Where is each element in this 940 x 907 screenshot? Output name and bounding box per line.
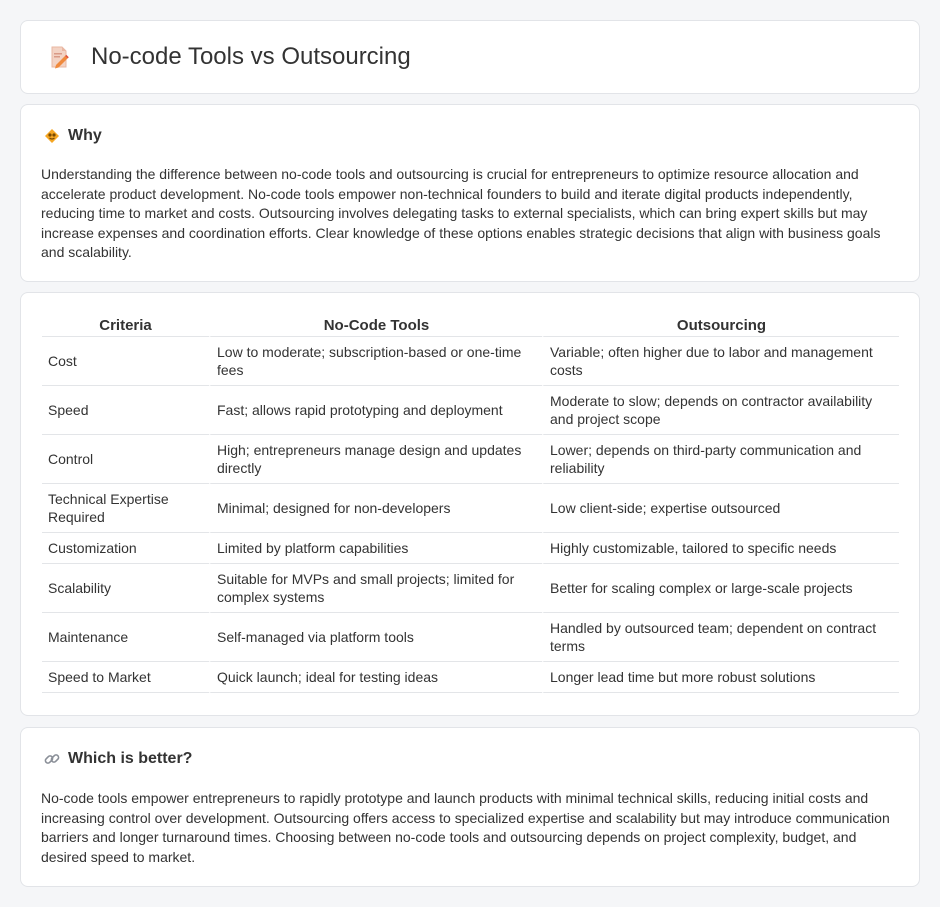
which-better-card	[20, 727, 920, 887]
cell-nocode: Low to moderate; subscription-based or one-time fees	[209, 337, 542, 386]
header-card	[20, 20, 920, 94]
cell-criteria: Control	[42, 435, 209, 484]
table-row	[42, 337, 899, 386]
cell-criteria: Speed	[42, 386, 209, 435]
header-nocode: No-Code Tools	[209, 316, 542, 337]
cell-nocode: Suitable for MVPs and small projects; limited for complex systems	[209, 564, 542, 613]
cell-outsourcing: Lower; depends on third-party communication and reliability	[542, 435, 899, 484]
table-row	[42, 386, 899, 435]
cell-criteria: Speed to Market	[42, 662, 209, 693]
why-title: Why	[68, 127, 102, 144]
cell-outsourcing: Better for scaling complex or large-scale projects	[542, 564, 899, 613]
cell-criteria: Scalability	[42, 564, 209, 613]
why-card	[20, 104, 920, 282]
cell-outsourcing: Variable; often higher due to labor and management costs	[542, 337, 899, 386]
cell-outsourcing: Handled by outsourced team; dependent on contract terms	[542, 613, 899, 662]
header-criteria: Criteria	[42, 316, 209, 337]
cell-criteria: Technical Expertise Required	[42, 484, 209, 533]
comparison-table	[42, 316, 899, 693]
table-row	[42, 564, 899, 613]
cell-criteria: Cost	[42, 337, 209, 386]
cell-nocode: Self-managed via platform tools	[209, 613, 542, 662]
cell-nocode: Quick launch; ideal for testing ideas	[209, 662, 542, 693]
cell-outsourcing: Longer lead time but more robust solutions	[542, 662, 899, 693]
cell-nocode: Fast; allows rapid prototyping and deployment	[209, 386, 542, 435]
table-row	[42, 435, 899, 484]
cell-criteria: Customization	[42, 533, 209, 564]
better-title: Which is better?	[68, 750, 193, 767]
cell-outsourcing: Moderate to slow; depends on contractor availability and project scope	[542, 386, 899, 435]
comparison-card	[20, 292, 920, 716]
cell-outsourcing: Highly customizable, tailored to specific needs	[542, 533, 899, 564]
cell-criteria: Maintenance	[42, 613, 209, 662]
better-paragraph: No-code tools empower entrepreneurs to rapidly prototype and launch products with minimal technical skills, reducing initial costs and increasing control over development. Outsourcing offers access to specialized expertise and scalability but may introduce communication barriers and longer turnaround times. Choosing between no-code tools and outsourcing depends on project complexity, budget, and desired speed to market.	[41, 790, 890, 865]
cell-nocode: Limited by platform capabilities	[209, 533, 542, 564]
cell-nocode: High; entrepreneurs manage design and updates directly	[209, 435, 542, 484]
header-outsourcing: Outsourcing	[542, 316, 899, 337]
why-heading	[43, 127, 102, 145]
table-header-row	[42, 316, 899, 337]
table-row	[42, 662, 899, 693]
table-row	[42, 484, 899, 533]
table-row	[42, 533, 899, 564]
table-row	[42, 613, 899, 662]
better-heading	[43, 750, 192, 768]
why-paragraph: Understanding the difference between no-code tools and outsourcing is crucial for entrepreneurs to optimize resource allocation and accelerate product development. No-code tools empower non-technical founders to build and iterate digital products independently, reducing time to market and costs. Outsourcing involves delegating tasks to external specialists, which can bring expert skills but may increase expenses and coordination efforts. Clear knowledge of these options enables strategic decisions that align with business goals and scalability.	[41, 166, 881, 260]
document-pencil-icon	[47, 45, 71, 69]
cell-nocode: Minimal; designed for non-developers	[209, 484, 542, 533]
cell-outsourcing: Low client-side; expertise outsourced	[542, 484, 899, 533]
link-icon	[43, 750, 61, 768]
brain-icon	[43, 127, 61, 145]
page-title: No-code Tools vs Outsourcing	[91, 43, 411, 70]
